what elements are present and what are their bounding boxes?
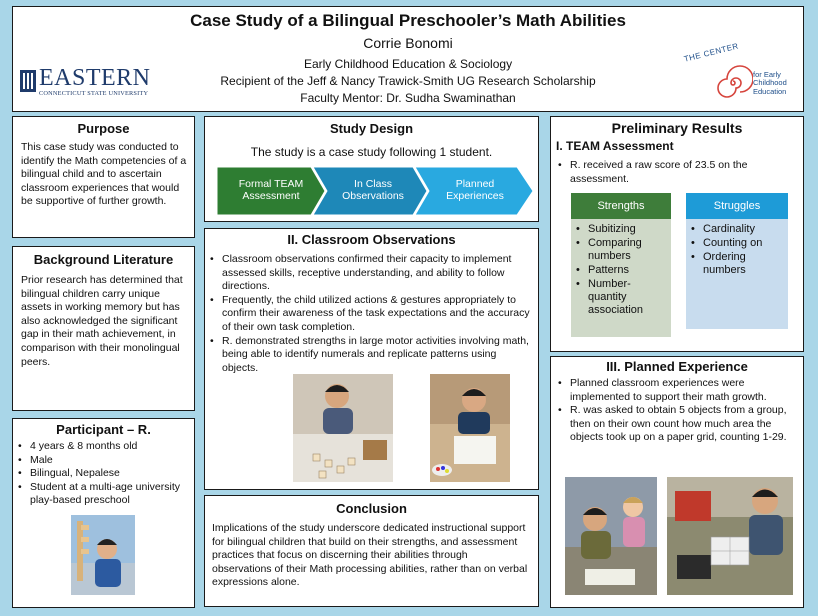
list-item: • Planned classroom experiences were implemented to support their math growth.: [557, 377, 789, 404]
results-heading: Preliminary Results: [611, 120, 743, 136]
observation-photo-blocks: [293, 374, 393, 482]
scholarship-line: Recipient of the Jeff & Nancy Trawick-Smith UG Research Scholarship: [220, 74, 596, 88]
list-item: • Classroom observations confirmed their capacity to implement assessed skills, receptive understanding, and ability to follow directions.: [209, 253, 530, 294]
background-heading: Background Literature: [33, 252, 174, 267]
list-item: • Patterns: [575, 264, 667, 277]
list-item: • Ordering numbers: [690, 251, 784, 277]
swirl-icon: [713, 63, 753, 103]
mentor-line: Faculty Mentor: Dr. Sudha Swaminathan: [300, 91, 516, 105]
list-item: • R. received a raw score of 23.5 on the assessment.: [557, 159, 781, 186]
study-design-text: The study is a case study following 1 student.: [250, 145, 493, 159]
observations-panel: [204, 228, 539, 490]
list-item: • R. was asked to obtain 5 objects from a group, then on their own count how much area the objects took up on a paper grid, counting 1-29.: [557, 404, 789, 445]
purpose-text: This case study was conducted to identify the Math competencies of a bilingual child and to ascertain classroom experiences that would be supportive of further growth.: [21, 141, 187, 208]
list-item: • Comparing numbers: [575, 237, 667, 263]
list-item: • Number-quantity association: [575, 278, 667, 317]
list-item: • Male: [17, 454, 188, 468]
planned-photo-counting: [565, 477, 657, 595]
background-text: Prior research has determined that bilingual children carry unique assets in working memory but has also acknowledged the significant gap in their math achievement, in comparison with their monolingual peers.: [21, 274, 183, 368]
observations-list: [209, 253, 530, 375]
conclusion-text: Implications of the study underscore dedicated instructional support for bilingual children that build on their strengths, and assessment practices that focus on discerning their abilities through observations of their Math processing abilities, rather than on verbal expressions alone.: [212, 522, 528, 589]
struggles-column: [686, 193, 788, 329]
planned-list: [557, 377, 789, 445]
participant-list: [17, 440, 188, 508]
author-name: Corrie Bonomi: [363, 35, 453, 51]
step-3-label: Planned Experiences: [446, 178, 504, 202]
purpose-panel: [12, 116, 195, 238]
participant-photo: [71, 515, 135, 595]
department-line: Early Childhood Education & Sociology: [303, 57, 513, 71]
observation-photo-painting: [430, 374, 510, 482]
list-item: • 4 years & 8 months old: [17, 440, 188, 454]
study-design-heading: Study Design: [329, 121, 414, 136]
process-flow: [217, 167, 533, 215]
list-item: • Student at a multi-age university play-based preschool: [17, 481, 188, 508]
conclusion-panel: [204, 495, 539, 607]
center-logo: THE CENTER for Early Childhood Education: [679, 49, 789, 107]
conclusion-heading: Conclusion: [336, 501, 407, 516]
study-design-panel: [204, 116, 539, 222]
step-1-label: Formal TEAM Assessment: [238, 178, 304, 202]
participant-panel: [12, 418, 195, 608]
step-2-label: In Class Observations: [342, 178, 404, 202]
team-assessment-heading: I. TEAM Assessment: [556, 139, 674, 153]
list-item: • Subitizing: [575, 223, 667, 236]
results-list: [557, 159, 781, 186]
results-panel: [550, 116, 804, 352]
list-item: • Counting on: [690, 237, 784, 250]
background-panel: [12, 246, 195, 411]
strengths-column: [571, 193, 671, 337]
struggles-header: Struggles: [686, 193, 788, 219]
list-item: • Frequently, the child utilized actions & gestures appropriately to confirm their awareness of the task expectations and the accuracy of their own task completion.: [209, 294, 530, 335]
list-item: • Cardinality: [690, 223, 784, 236]
purpose-heading: Purpose: [77, 121, 130, 136]
participant-heading: Participant – R.: [56, 422, 151, 437]
list-item: • R. demonstrated strengths in large motor activities involving math, being able to identify numerals and replicate patterns using objects.: [209, 335, 530, 376]
planned-photo-grid: [667, 477, 793, 595]
struggles-list: [686, 219, 788, 329]
strengths-header: Strengths: [571, 193, 671, 219]
poster-header: [12, 6, 804, 112]
poster-title: Case Study of a Bilingual Preschooler’s Math Abilities: [190, 11, 626, 30]
observations-heading: II. Classroom Observations: [287, 232, 456, 247]
list-item: • Bilingual, Nepalese: [17, 467, 188, 481]
planned-experience-panel: [550, 356, 804, 608]
university-crest-icon: [19, 68, 37, 94]
planned-heading: III. Planned Experience: [606, 359, 748, 374]
strengths-list: [571, 219, 671, 337]
eastern-logo: EASTERN CONNECTICUT STATE UNIVERSITY: [19, 65, 159, 99]
